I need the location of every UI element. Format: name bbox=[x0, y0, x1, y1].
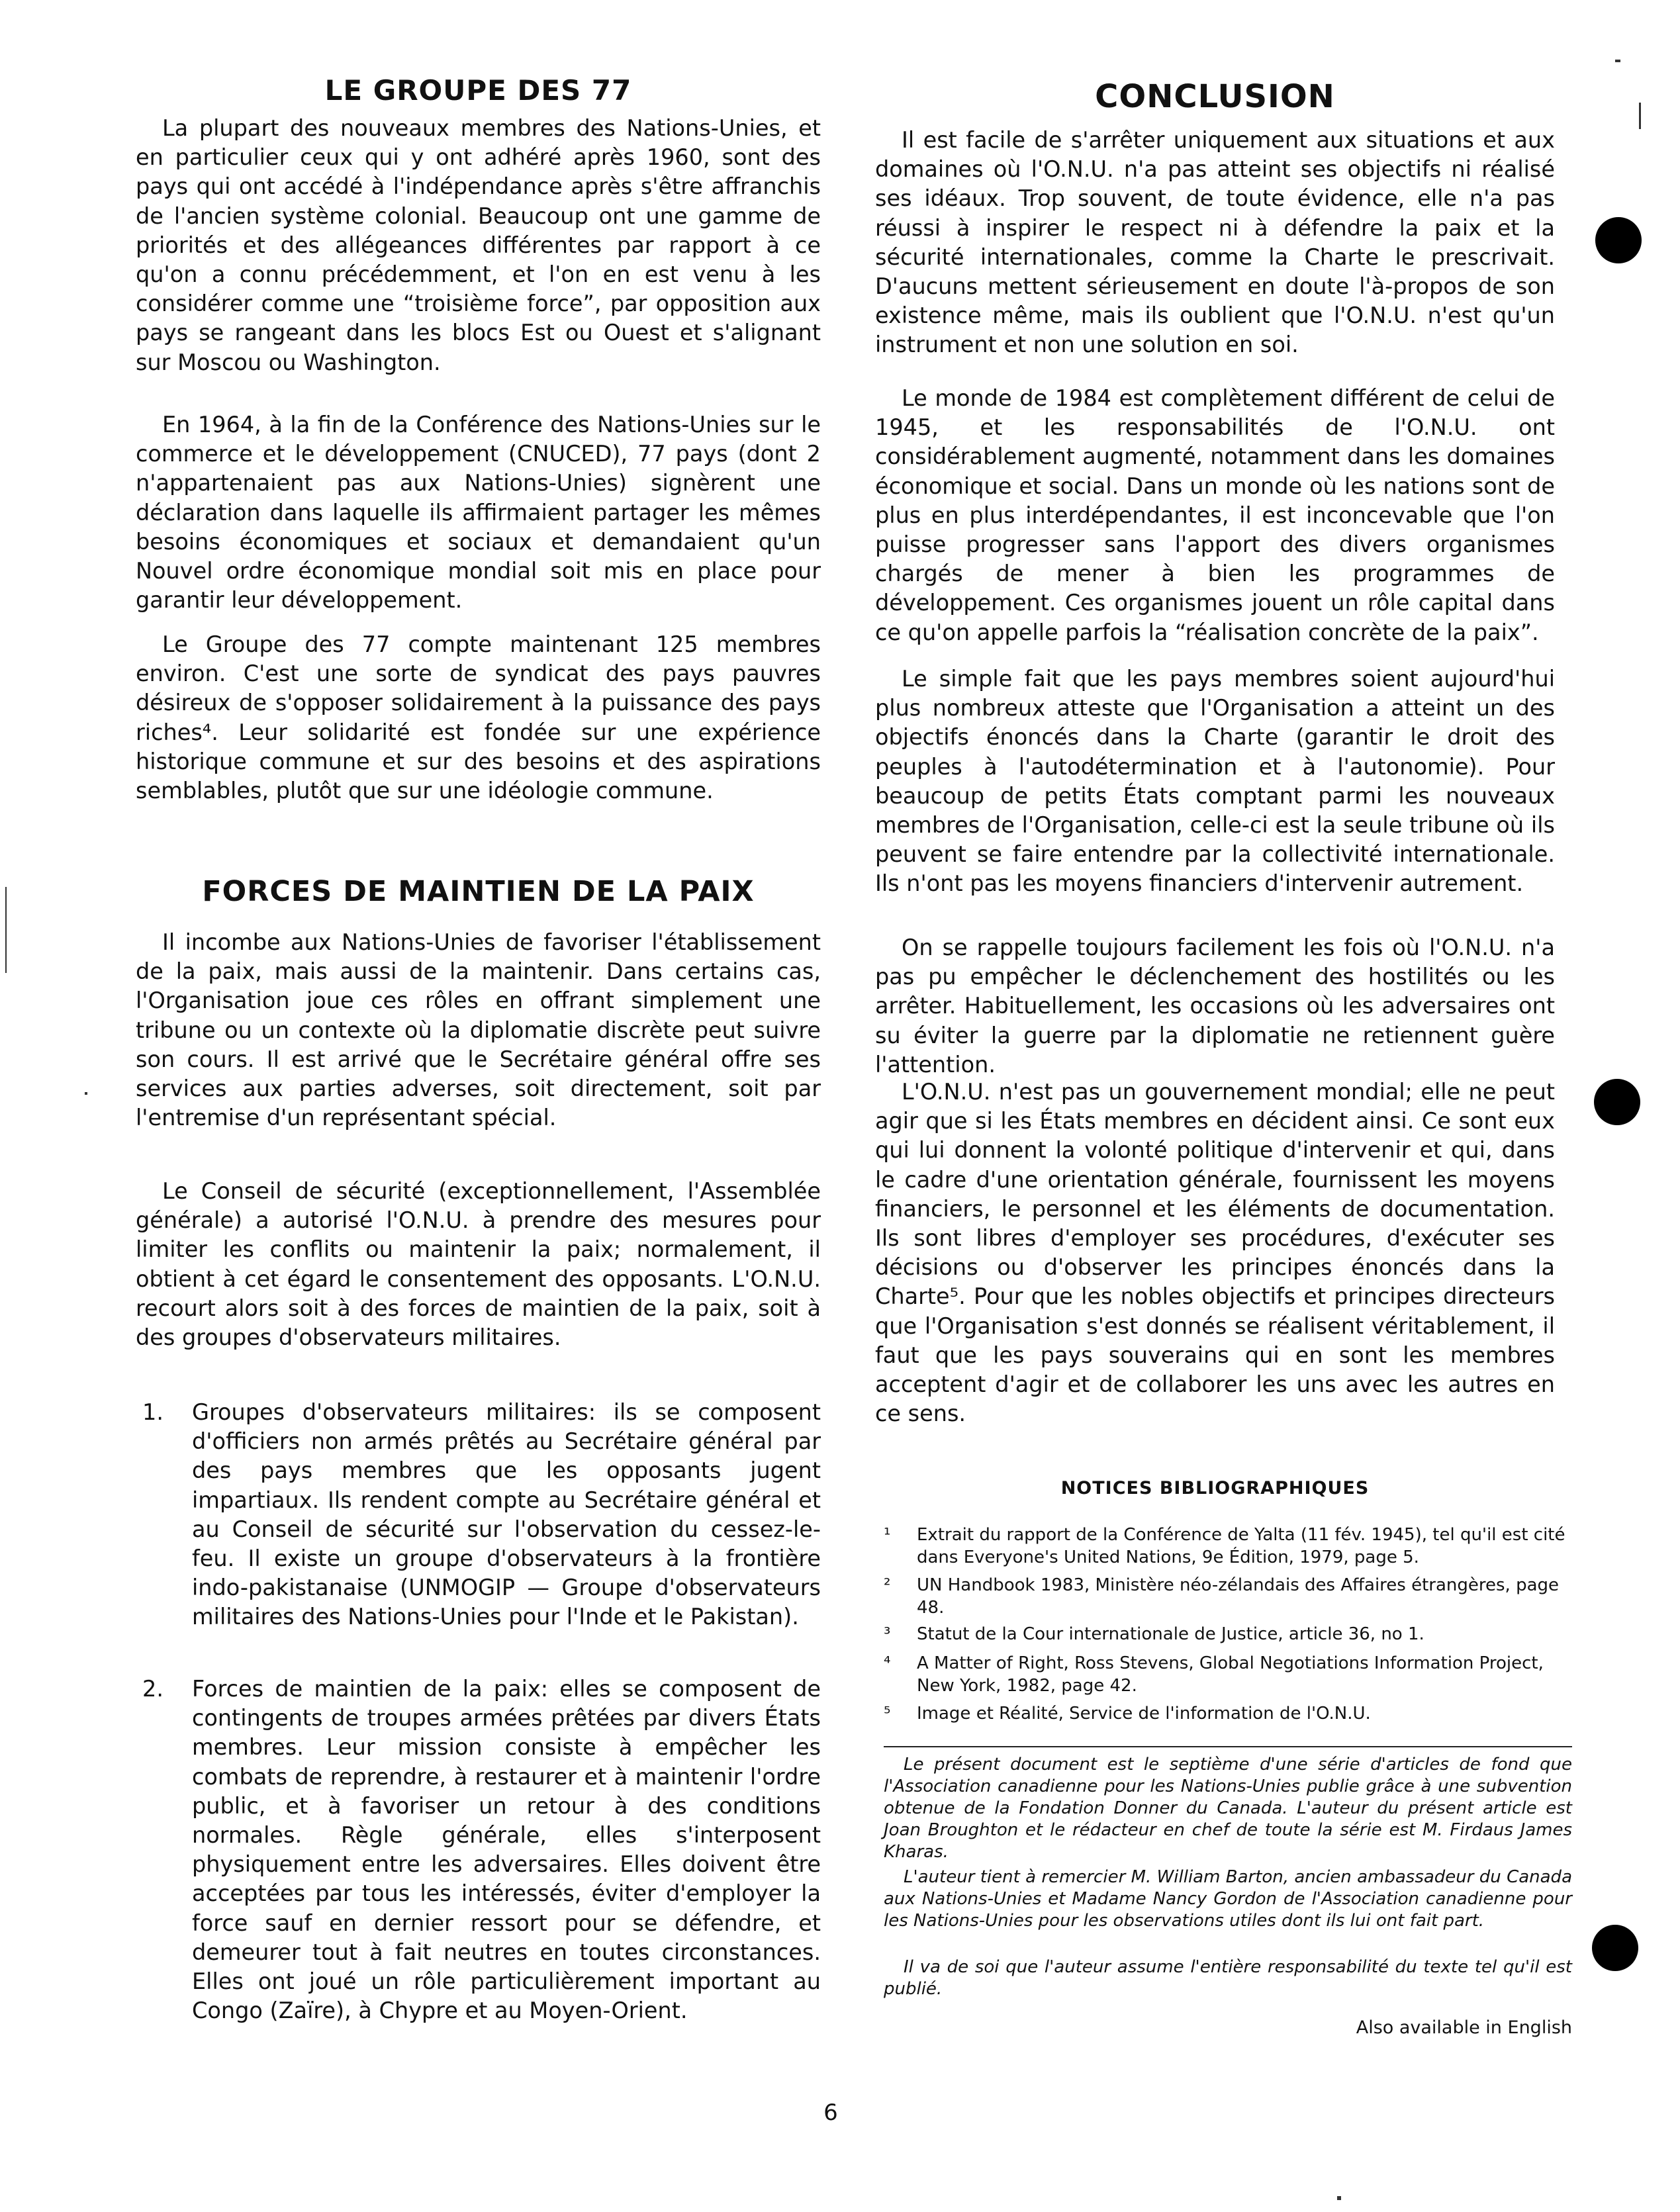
list-item-text: Forces de maintien de la paix: elles se composent de contingents de troupes armées prêtées par divers États membres. Leur mission consiste à empêcher les combats de reprendre, à restaurer et à maintenir l'ordre public, et à favoriser un retour à des conditions normales. Règle générale, elles s'interposent physiquement entre les adversaires. Elles doivent être acceptées par tous les intéressés, éviter d'employer la force sauf en dernier ressort pour se défendre, et demeurer tout à fait neutres en toutes circonstances. Elles ont joué un rôle particulièrement important au Congo (Zaïre), à Chypre et au Moyen-Orient. bbox=[192, 1676, 821, 2024]
credits-paragraph-2: L'auteur tient à remercier M. William Barton, ancien ambassadeur du Canada aux Nations-Unies et Madame Nancy Gordon de l'Association canadienne pour les Nations-Unies pour les observations utiles dont ils lui ont fait part. bbox=[884, 1867, 1572, 1931]
punch-hole-top bbox=[1595, 217, 1642, 263]
footnote-2 bbox=[884, 1574, 1572, 1619]
scan-speck bbox=[85, 1092, 87, 1095]
list-item-text: Groupes d'observateurs militaires: ils se composent d'officiers non armés prêtés au Secrétaire général par des pays membres que les opposants jugent impartiaux. Ils rendent compte au Secrétaire général et au Conseil de sécurité sur l'observation du cessez-le-feu. Il existe un groupe d'observateurs à la frontière indo-pakistanaise (UNMOGIP — Groupe d'observateurs militaires des Nations-Unies pour l'Inde et le Pakistan). bbox=[192, 1399, 821, 1630]
list-number: 1. bbox=[142, 1399, 163, 1425]
paragraph-forces-1: Il incombe aux Nations-Unies de favoriser l'établissement de la paix, mais aussi de la maintenir. Dans certains cas, l'Organisation joue ces rôles en offrant simplement une tribune ou un contexte où la diplomatie discrète peut suivre son cours. Il est arrivé que le Secrétaire général offre ses services aux parties adverses, soit directement, soit par l'entremise d'un représentant spécial. bbox=[136, 929, 821, 1131]
divider-line bbox=[884, 1746, 1572, 1747]
scan-speck bbox=[1337, 2196, 1341, 2200]
footnote-4 bbox=[884, 1652, 1572, 1697]
footnote-5 bbox=[884, 1702, 1572, 1725]
footnote-mark: ¹ bbox=[884, 1525, 891, 1545]
heading-conclusion: CONCLUSION bbox=[1095, 78, 1335, 115]
punch-hole-bottom bbox=[1592, 1925, 1638, 1971]
footnote-mark: ⁵ bbox=[884, 1704, 891, 1724]
heading-notices-bibliographiques: NOTICES BIBLIOGRAPHIQUES bbox=[1060, 1478, 1370, 1498]
paragraph-conclusion-3: Le simple fait que les pays membres soient aujourd'hui plus nombreux atteste que l'Organisation a atteint un des objectifs énoncés dans la Charte (garantir le droit des peuples à l'autodétermination et à l'autonomie). Pour beaucoup de petits États comptant parmi les nouveaux membres de l'Organisation, celle-ci est la seule tribune où ils peuvent se faire entendre par la collectivité internationale. Ils n'ont pas les moyens financiers d'intervenir autrement. bbox=[875, 666, 1555, 897]
scan-speck bbox=[1639, 103, 1641, 129]
also-available-english: Also available in English bbox=[1356, 2017, 1572, 2038]
scan-speck bbox=[5, 887, 7, 973]
paragraph-conclusion-5: L'O.N.U. n'est pas un gouvernement mondial; elle ne peut agir que si les États membres en décident ainsi. Ce sont eux qui lui donnent la volonté politique d'intervenir et qui, dans le cadre d'une orientation générale, fournissent les moyens financiers, le personnel et les éléments de documentation. Ils sont libres d'employer ses procédures, d'exécuter ses décisions ou d'observer les principes énoncés dans la Charte⁵. Pour que les nobles objectifs et principes directeurs que l'Organisation s'est donnés se réalisent véritablement, il faut que les pays souverains qui en sont les membres acceptent d'agir et de collaborer les uns avec les autres en ce sens. bbox=[875, 1079, 1555, 1427]
list-number: 2. bbox=[142, 1676, 163, 1702]
footnote-text: Extrait du rapport de la Conférence de Yalta (11 fév. 1945), tel qu'il est cité dans Everyone's United Nations, 9e Édition, 1979, page 5. bbox=[917, 1525, 1565, 1567]
paragraph-groupe-2: En 1964, à la fin de la Conférence des Nations-Unies sur le commerce et le développement (CNUCED), 77 pays (dont 2 n'appartenaient pas aux Nations-Unies) signèrent une déclaration dans laquelle ils affirmaient partager les mêmes besoins économiques et sociaux et demandaient qu'un Nouvel ordre économique mondial soit mis en place pour garantir leur développement. bbox=[136, 412, 821, 614]
heading-forces-maintien-paix: FORCES DE MAINTIEN DE LA PAIX bbox=[202, 875, 755, 908]
paragraph-groupe-1: La plupart des nouveaux membres des Nations-Unies, et en particulier ceux qui y ont adhéré après 1960, sont des pays qui ont accédé à l'indépendance après s'être affranchis de l'ancien système colonial. Beaucoup ont une gamme de priorités et des allégeances différentes par rapport à ce qu'on a connu précédemment, et l'on en est venu à les considérer comme une “troisième force”, par opposition aux pays se rangeant dans les blocs Est ou Ouest et s'alignant sur Moscou ou Washington. bbox=[136, 115, 821, 375]
footnote-text: Statut de la Cour internationale de Justice, article 36, no 1. bbox=[917, 1624, 1424, 1644]
paragraph-forces-2: Le Conseil de sécurité (exceptionnellement, l'Assemblée générale) a autorisé l'O.N.U. à prendre des mesures pour limiter les conflits ou maintenir la paix; normalement, il obtient à cet égard le consentement des opposants. L'O.N.U. recourt alors soit à des forces de maintien de la paix, soit à des groupes d'observateurs militaires. bbox=[136, 1178, 821, 1351]
paragraph-groupe-3: Le Groupe des 77 compte maintenant 125 membres environ. C'est une sorte de syndicat des pays pauvres désireux de s'opposer solidairement à la puissance des pays riches⁴. Leur solidarité est fondée sur une expérience historique commune et sur des besoins et des aspirations semblables, plutôt que sur une idéologie commune. bbox=[136, 631, 821, 804]
paragraph-conclusion-4: On se rappelle toujours facilement les fois où l'O.N.U. n'a pas pu empêcher le déclenchement des hostilités ou les arrêter. Habituellement, les occasions où les adversaires ont su éviter la guerre par la diplomatie ne retiennent guère l'attention. bbox=[875, 935, 1555, 1078]
footnote-mark: ² bbox=[884, 1575, 891, 1595]
page-number: 6 bbox=[823, 2099, 838, 2126]
footnote-text: UN Handbook 1983, Ministère néo-zélandais des Affaires étrangères, page 48. bbox=[917, 1575, 1560, 1618]
footnote-3 bbox=[884, 1623, 1572, 1645]
scan-speck bbox=[1615, 60, 1620, 62]
punch-hole-middle bbox=[1594, 1079, 1640, 1125]
credits-paragraph-1: Le présent document est le septième d'une série d'articles de fond que l'Association canadienne pour les Nations-Unies publie grâce à une subvention obtenue de la Fondation Donner du Canada. L'auteur du présent article est Joan Broughton et le rédacteur en chef de toute la série est M. Firdaus James Kharas. bbox=[884, 1755, 1572, 1862]
footnote-text: A Matter of Right, Ross Stevens, Global Negotiations Information Project, New York, 1982, page 42. bbox=[917, 1653, 1544, 1696]
heading-groupe-des-77: LE GROUPE DES 77 bbox=[324, 74, 632, 107]
footnote-mark: ⁴ bbox=[884, 1653, 891, 1673]
credits-paragraph-3: Il va de soi que l'auteur assume l'entière responsabilité du texte tel qu'il est publié. bbox=[884, 1957, 1572, 1999]
paragraph-conclusion-2: Le monde de 1984 est complètement différent de celui de 1945, et les responsabilités de l'O.N.U. ont considérablement augmenté, notamment dans les domaines économique et social. Dans un monde où les nations sont de plus en plus interdépendantes, il est inconcevable que l'on puisse progresser sans l'apport des divers organismes chargés de mener à bien les programmes de développement. Ces organismes jouent un rôle capital dans ce qu'on appelle parfois la “réalisation concrète de la paix”. bbox=[875, 385, 1555, 645]
paragraph-conclusion-1: Il est facile de s'arrêter uniquement aux situations et aux domaines où l'O.N.U. n'a pas atteint ses objectifs ni réalisé ses idéaux. Trop souvent, de toute évidence, elle n'a pas réussi à inspirer le respect ni à défendre la paix et la sécurité internationales, comme la Charte le prescrivait. D'aucuns mettent sérieusement en doute l'à-propos de son existence même, mais ils oublient que l'O.N.U. n'est qu'un instrument et non une solution en soi. bbox=[875, 127, 1555, 358]
footnote-mark: ³ bbox=[884, 1624, 891, 1644]
footnote-text: Image et Réalité, Service de l'information de l'O.N.U. bbox=[917, 1704, 1371, 1724]
footnote-1 bbox=[884, 1524, 1572, 1569]
